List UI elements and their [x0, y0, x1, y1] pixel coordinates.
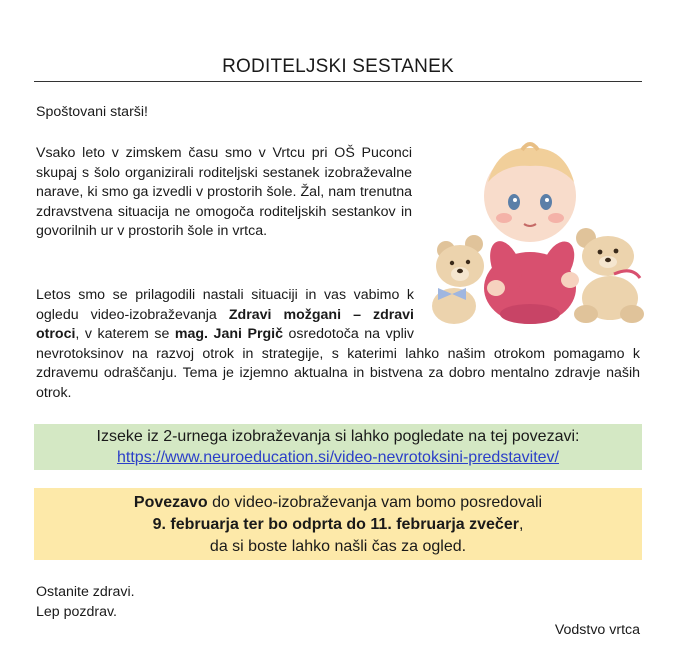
video-link-caption: Izseke iz 2-urnega izobraževanja si lahko pogledate na tej povezavi:	[96, 428, 580, 445]
page-title: RODITELJSKI SESTANEK	[222, 56, 454, 77]
video-link-box	[34, 424, 642, 470]
notice-text: ,	[518, 516, 524, 533]
paragraph-text: Letos smo se prilagodili nastali situaciji in vas vabimo k ogledu video-izobraževanja	[36, 287, 414, 323]
notice-dates: 9. februarja ter bo odprta do 11. februarja zvečer	[152, 516, 519, 533]
baby-with-teddy-bears-icon	[418, 138, 646, 328]
greeting: Spoštovani starši!	[36, 104, 148, 120]
notice-line-3: da si boste lahko našli čas za ogled.	[209, 538, 467, 555]
baby-icon	[484, 144, 581, 324]
teddy-bear-right-icon	[574, 228, 644, 323]
video-link[interactable]: https://www.neuroeducation.si/video-nevrotoksini-predstavitev/	[117, 449, 559, 466]
notice-line-1	[34, 492, 642, 514]
teddy-bear-left-icon	[432, 235, 484, 324]
title-divider	[34, 81, 642, 82]
signature: Vodstvo vrtca	[554, 622, 640, 638]
paragraph-text: osredotoča na vpliv nevrotoksinov na razvoj otrok in strategije, s katerimi lahko našim otrokom pomagamo k zdravemu odraščanju. Tema je izjemno aktualna in bistvena za dobro mentalno zdravje naših otrok.	[36, 326, 640, 401]
closing-line-1: Ostanite zdravi.	[36, 584, 135, 600]
closing	[36, 582, 135, 622]
video-title: Zdravi možgani – zdravi otroci	[36, 306, 415, 343]
paragraph-text: , v katerem se	[75, 326, 175, 343]
lecturer-name: mag. Jani Prgič	[174, 326, 283, 343]
paragraph-intro: Vsako leto v zimskem času smo v Vrtcu pri OŠ Puconci skupaj s šolo organizirali roditeljski sestanek izobraževalne narave, ki smo ga izvedli v prostorih šole. Žal, nam trenutna zdravstvena situacija ne omogoča roditeljskih sestankov in govorilnih ur v prostorih šole in vrtca.	[36, 145, 412, 240]
notice-bold: Povezavo	[133, 494, 208, 511]
notice-text: do video-izobraževanja vam bomo posredovali	[207, 494, 543, 511]
video-notice-box	[34, 488, 642, 560]
closing-line-2: Lep pozdrav.	[36, 604, 117, 620]
notice-line-2	[34, 514, 642, 536]
